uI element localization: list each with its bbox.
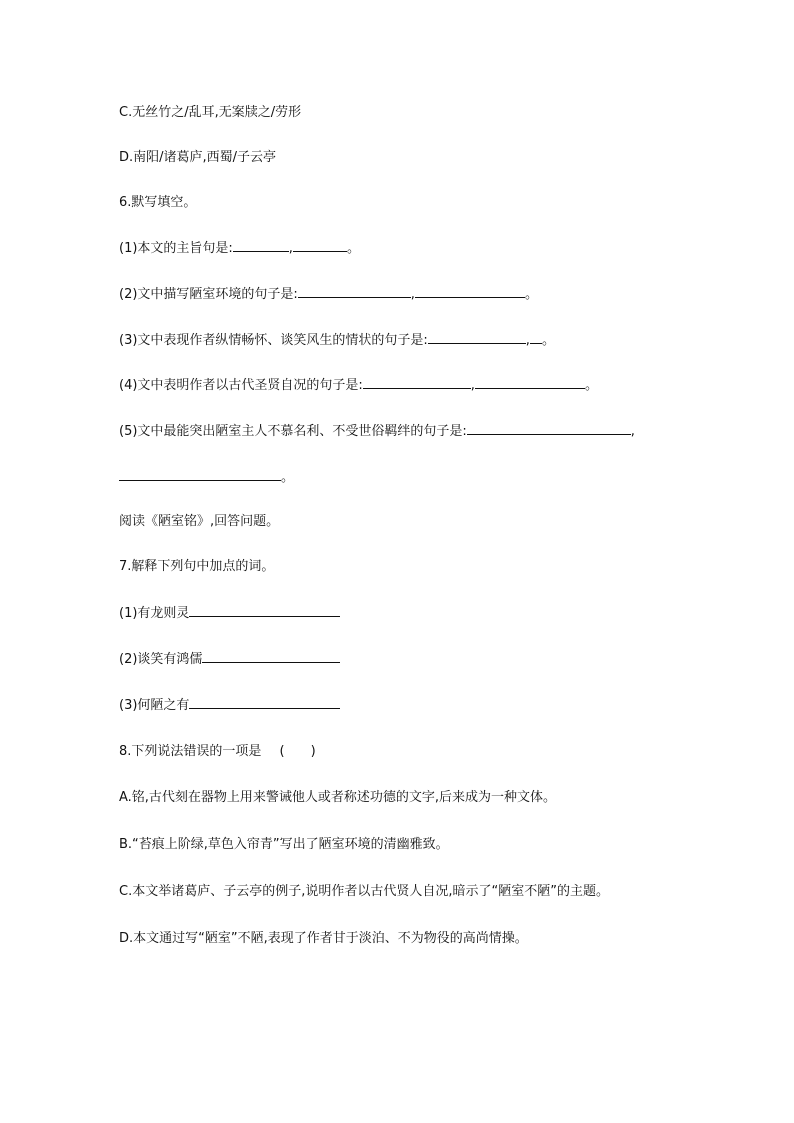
item-separator: ,: [410, 287, 415, 302]
item-prefix: (3)文中表现作者纵情畅怀、谈笑风生的情状的句子是:: [119, 333, 428, 348]
question-8-title: [119, 743, 316, 761]
question-8-option-c: [119, 883, 609, 901]
answer-blank[interactable]: [202, 650, 340, 663]
option-text: A.铭,古代刻在器物上用来警诫他人或者称述功德的文字,后来成为一种文体。: [119, 790, 557, 805]
option-text: C.本文举诸葛庐、子云亭的例子,说明作者以古代贤人自况,暗示了“陋室不陋”的主题。: [119, 884, 609, 899]
answer-blank[interactable]: [189, 604, 340, 617]
item-end: 。: [524, 287, 538, 302]
option-d-line: [119, 149, 276, 167]
question-7-item-2: [119, 650, 340, 669]
question-8-title-text: 8.下列说法错误的一项是: [119, 744, 262, 759]
answer-blank[interactable]: [467, 422, 631, 435]
question-8-option-d: [119, 930, 528, 948]
answer-blank[interactable]: [119, 468, 281, 481]
item-prefix: (2)谈笑有鸿儒: [119, 652, 203, 667]
answer-blank[interactable]: [530, 331, 542, 344]
question-6-item-1: [119, 239, 360, 258]
answer-blank[interactable]: [428, 331, 526, 344]
item-separator: ,: [288, 241, 293, 256]
reading-prompt-text: 阅读《陋室铭》,回答问题。: [119, 514, 280, 529]
item-separator: ,: [470, 378, 475, 393]
option-d-text: D.南阳/诸葛庐,西蜀/子云亭: [119, 150, 277, 165]
question-6-title-text: 6.默写填空。: [119, 195, 197, 210]
item-prefix: (3)何陋之有: [119, 698, 190, 713]
item-prefix: (2)文中描写陋室环境的句子是:: [119, 287, 298, 302]
option-text: B.“苔痕上阶绿,草色入帘青”写出了陋室环境的清幽雅致。: [119, 837, 449, 852]
question-7-item-3: [119, 696, 340, 715]
question-8-option-b: [119, 836, 449, 854]
answer-blank[interactable]: [363, 376, 471, 389]
answer-blank[interactable]: [298, 285, 411, 298]
question-6-item-4: [119, 376, 598, 395]
item-prefix: (5)文中最能突出陋室主人不慕名利、不受世俗羁绊的句子是:: [119, 424, 467, 439]
item-separator: ,: [630, 424, 635, 439]
answer-blank[interactable]: [233, 239, 289, 252]
question-7-item-1: [119, 604, 340, 623]
question-6-item-5-continued: [119, 468, 294, 487]
question-6-item-2: [119, 285, 538, 304]
question-6-item-3: [119, 331, 555, 350]
item-prefix: (1)有龙则灵: [119, 606, 190, 621]
item-end: 。: [281, 470, 295, 485]
answer-blank[interactable]: [293, 239, 347, 252]
item-end: 。: [346, 241, 360, 256]
question-6-item-5: [119, 422, 635, 441]
item-end: 。: [541, 333, 555, 348]
answer-blank[interactable]: [475, 376, 585, 389]
item-separator: ,: [525, 333, 530, 348]
question-7-title-text: 7.解释下列句中加点的词。: [119, 559, 275, 574]
question-6-title: [119, 194, 196, 212]
answer-parenthesis[interactable]: ( ): [279, 744, 316, 759]
option-c-line: [119, 104, 301, 122]
reading-prompt: [119, 513, 279, 531]
answer-blank[interactable]: [189, 696, 340, 709]
question-8-option-a: [119, 789, 556, 807]
answer-blank[interactable]: [415, 285, 525, 298]
item-prefix: (1)本文的主旨句是:: [119, 241, 233, 256]
question-7-title: [119, 558, 274, 576]
option-text: D.本文通过写“陋室”不陋,表现了作者甘于淡泊、不为物役的高尚情操。: [119, 931, 528, 946]
option-c-text: C.无丝竹之/乱耳,无案牍之/劳形: [119, 105, 302, 120]
item-prefix: (4)文中表明作者以古代圣贤自况的句子是:: [119, 378, 363, 393]
item-end: 。: [584, 378, 598, 393]
